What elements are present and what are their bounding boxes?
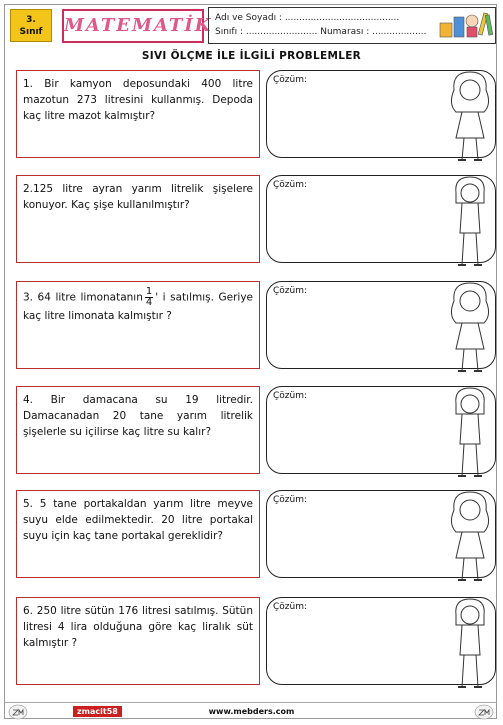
grade-badge	[10, 9, 52, 42]
grade-sub: Sınıf	[19, 27, 43, 37]
girl-illustration-icon	[446, 68, 494, 166]
fraction-one-quarter	[145, 287, 153, 308]
zm-logo-icon	[474, 704, 494, 720]
problem-box-6	[16, 597, 260, 685]
page-title: SIVI ÖLÇME İLE İLGİLİ PROBLEMLER	[141, 50, 362, 62]
solution-label-6: Çözüm:	[273, 602, 308, 612]
problem-text-5: 5. 5 tane portakaldan yarım litre meyve suyu elde edilmektedir. 20 litre portakal suyu için kaç tane portakal gereklidir?	[23, 498, 253, 542]
class-number-field-label: Sınıfı : ......................... Numarası : ...................	[215, 27, 427, 37]
girl-illustration-icon	[446, 173, 494, 271]
name-field-label: Adı ve Soyadı : ........................................	[215, 13, 400, 23]
problem-box-4	[16, 386, 260, 474]
girl-illustration-icon	[446, 279, 494, 377]
problem-text-4: 4. Bir damacana su 19 litredir. Damacanadan 20 tane yarım litrelik şişelerle su içilirse kaç litre su kalır?	[23, 394, 253, 438]
subject-title: MATEMATİK	[64, 15, 213, 36]
problem-box-1	[16, 70, 260, 158]
problem-text-3a: 3. 64 litre limonatanın	[23, 291, 143, 304]
solution-label-3: Çözüm:	[273, 286, 308, 296]
problem-box-2	[16, 175, 260, 263]
fraction-numerator: 1	[145, 286, 153, 297]
fraction-denominator: 4	[145, 297, 153, 308]
subject-title-box	[62, 9, 213, 43]
problem-box-3	[16, 281, 260, 369]
solution-label-2: Çözüm:	[273, 180, 308, 190]
girl-illustration-icon	[446, 384, 494, 482]
problem-text-2: 2.125 litre ayran yarım litrelik şişelere konuyor. Kaç şişe kullanılmıştır?	[23, 183, 253, 211]
solution-label-4: Çözüm:	[273, 391, 308, 401]
school-supplies-icon	[438, 9, 494, 39]
problem-box-5	[16, 490, 260, 578]
girl-illustration-icon	[446, 488, 494, 586]
site-url[interactable]: www.mebders.com	[208, 707, 295, 716]
girl-illustration-icon	[446, 595, 494, 693]
problem-text-3b: ' i satılmış. Geriye kaç litre limonata kalmıştır ?	[23, 291, 253, 322]
problem-text-6: 6. 250 litre sütün 176 litresi satılmış. Sütün litresi 4 lira olduğuna göre kaç liralık süt kalmıştır ?	[23, 605, 253, 649]
author-tag: zmacit58	[73, 706, 122, 717]
grade-number: 3.	[26, 15, 36, 25]
solution-label-1: Çözüm:	[273, 75, 308, 85]
problem-text-1: 1. Bir kamyon deposundaki 400 litre mazotun 273 litresini kullanmış. Depoda kaç litre mazot kalmıştır?	[23, 78, 253, 122]
solution-label-5: Çözüm:	[273, 495, 308, 505]
